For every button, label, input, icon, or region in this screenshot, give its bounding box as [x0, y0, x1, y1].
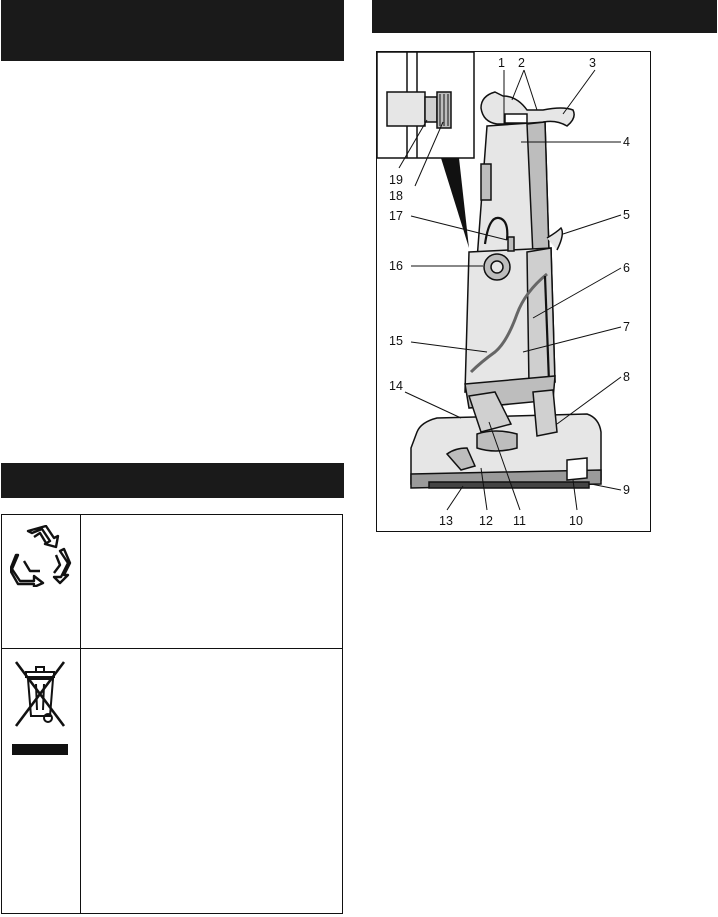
- disposal-info-table: [1, 514, 343, 914]
- callout-number: 1: [498, 56, 505, 70]
- table-column-divider: [80, 515, 81, 913]
- callout-number: 2: [518, 56, 525, 70]
- callout-number: 7: [623, 320, 630, 334]
- callout-number: 12: [479, 514, 493, 528]
- callout-number: 4: [623, 135, 630, 149]
- device-illustration: [377, 52, 651, 532]
- callout-number: 9: [623, 483, 630, 497]
- callout-number: 5: [623, 208, 630, 222]
- callout-number: 8: [623, 370, 630, 384]
- section-header-bar-right: [372, 0, 717, 33]
- table-row-divider: [2, 648, 342, 649]
- recycling-symbol-icon: [10, 525, 72, 592]
- crossed-out-wheelie-bin-icon: [10, 658, 70, 763]
- callout-number: 11: [513, 514, 526, 528]
- callout-number: 18: [389, 189, 403, 203]
- callout-number: 3: [589, 56, 596, 70]
- callout-number: 17: [389, 209, 403, 223]
- callout-number: 15: [389, 334, 403, 348]
- environment-section-header-bar: [1, 463, 344, 498]
- device-overview-figure: [376, 51, 651, 532]
- callout-number: 13: [439, 514, 453, 528]
- callout-number: 19: [389, 173, 403, 187]
- callout-number: 10: [569, 514, 583, 528]
- callout-number: 14: [389, 379, 403, 393]
- section-header-bar-left: [1, 0, 344, 61]
- callout-number: 16: [389, 259, 403, 273]
- callout-number: 6: [623, 261, 630, 275]
